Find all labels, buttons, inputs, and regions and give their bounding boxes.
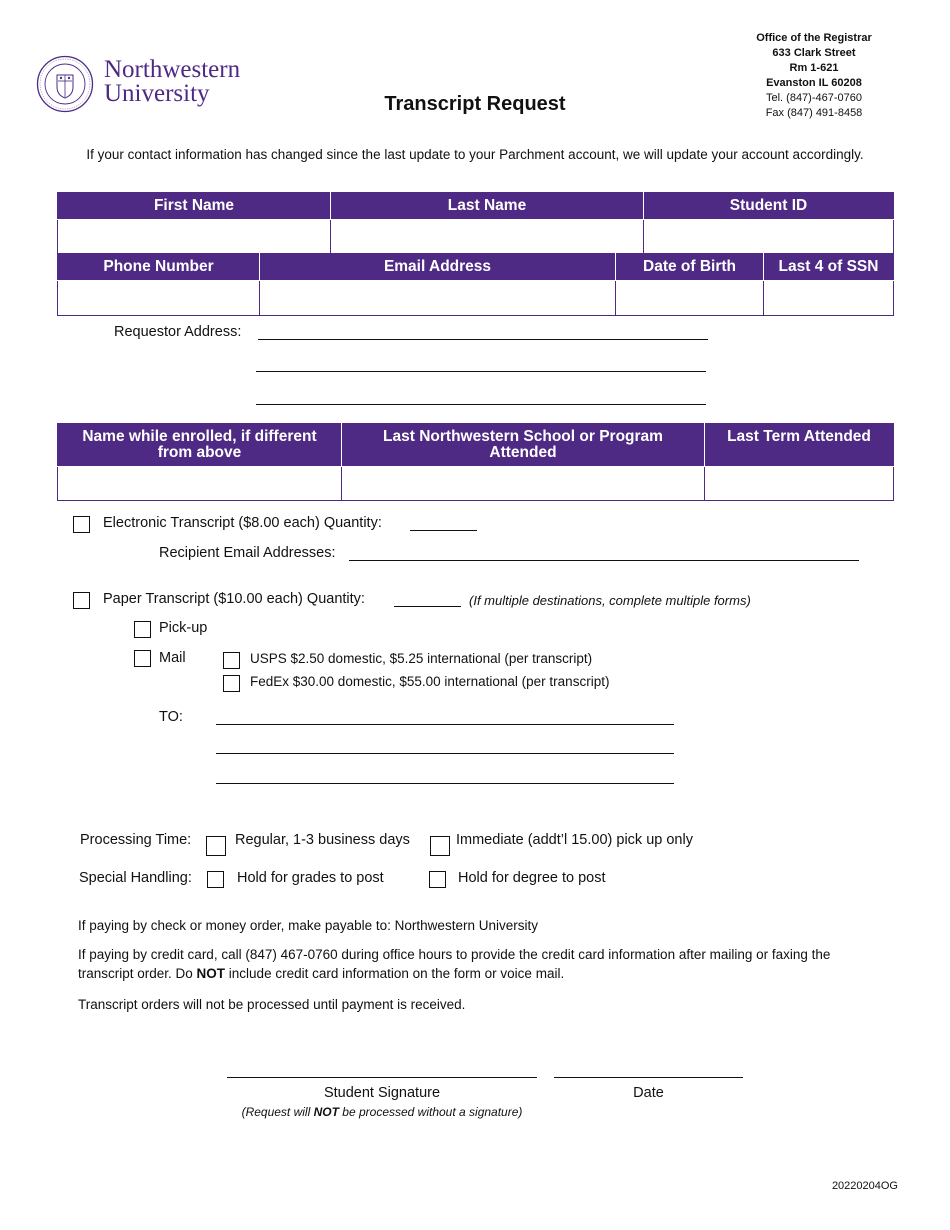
paper-quantity-field[interactable]	[394, 606, 461, 607]
usps-label: USPS $2.50 domestic, $5.25 international (per transcript)	[250, 651, 593, 666]
regular-processing-label: Regular, 1-3 business days	[235, 832, 410, 848]
to-label: TO:	[159, 709, 183, 725]
processing-time-label: Processing Time:	[80, 832, 192, 848]
to-address-line-2[interactable]	[216, 753, 674, 754]
recipient-email-field[interactable]	[349, 560, 859, 561]
contact-info-table	[57, 253, 894, 316]
date-label: Date	[633, 1085, 664, 1101]
credit-card-text-2: include credit card information on the form or voice mail.	[225, 966, 565, 981]
electronic-transcript-label: Electronic Transcript ($8.00 each) Quantity:	[103, 515, 382, 531]
to-address-line-1[interactable]	[216, 724, 674, 725]
date-field[interactable]	[554, 1077, 743, 1078]
last-term-attended-field[interactable]	[705, 467, 894, 501]
hold-grades-checkbox[interactable]	[207, 871, 224, 888]
student-signature-field[interactable]	[227, 1077, 537, 1078]
registrar-tel: Tel. (847)-467-0760	[765, 92, 862, 104]
payment-required-info: Transcript orders will not be processed until payment is received.	[78, 997, 466, 1012]
electronic-transcript-checkbox[interactable]	[73, 516, 90, 533]
student-info-table	[57, 192, 894, 254]
enrollment-info-table	[57, 423, 894, 501]
signature-note	[227, 1105, 537, 1119]
header-date-of-birth: Date of Birth	[616, 254, 764, 281]
signature-note-not: NOT	[313, 1105, 339, 1119]
credit-card-not: NOT	[196, 966, 226, 981]
hold-degree-label: Hold for degree to post	[458, 870, 606, 886]
contact-notice: If your contact information has changed since the last update to your Parchment account, we will update your account accordingly.	[86, 147, 864, 162]
to-address-line-3[interactable]	[216, 783, 674, 784]
pickup-label: Pick-up	[159, 620, 208, 636]
mail-checkbox[interactable]	[134, 650, 151, 667]
credit-card-text-1: If paying by credit card, call (847) 467-0760 during office hours to provide the credit card information after mailing or faxing the transcript order. Do	[78, 947, 831, 981]
email-address-field[interactable]	[260, 281, 616, 316]
university-name-line1: Northwestern	[104, 56, 241, 83]
header-name-while-enrolled: Name while enrolled, if different from above	[58, 424, 342, 467]
check-payment-info: If paying by check or money order, make payable to: Northwestern University	[78, 918, 538, 933]
header-first-name: First Name	[58, 193, 331, 220]
multiple-destinations-note: (If multiple destinations, complete multiple forms)	[469, 593, 751, 608]
phone-number-field[interactable]	[58, 281, 260, 316]
student-id-field[interactable]	[644, 220, 894, 254]
page-title: Transcript Request	[384, 93, 566, 115]
registrar-fax: Fax (847) 491-8458	[765, 107, 863, 119]
recipient-email-label: Recipient Email Addresses:	[159, 545, 336, 561]
requestor-address-line-2[interactable]	[256, 371, 706, 372]
usps-checkbox[interactable]	[223, 652, 240, 669]
university-name-line2: University	[104, 80, 210, 107]
paper-transcript-label: Paper Transcript ($10.00 each) Quantity:	[103, 591, 365, 607]
paper-transcript-checkbox[interactable]	[73, 592, 90, 609]
signature-note-text-1: (Request will	[241, 1105, 314, 1119]
hold-grades-label: Hold for grades to post	[237, 870, 384, 886]
last-school-program-field[interactable]	[342, 467, 705, 501]
requestor-address-line-1[interactable]	[258, 339, 708, 340]
first-name-field[interactable]	[58, 220, 331, 254]
form-code: 20220204OG	[831, 1180, 898, 1192]
fedex-checkbox[interactable]	[223, 675, 240, 692]
name-while-enrolled-field[interactable]	[58, 467, 342, 501]
registrar-street: 633 Clark Street	[772, 47, 856, 59]
student-signature-label: Student Signature	[323, 1085, 441, 1101]
header-email-address: Email Address	[260, 254, 616, 281]
special-handling-label: Special Handling:	[79, 870, 192, 886]
registrar-office: Office of the Registrar	[756, 32, 872, 44]
header-last-term-attended: Last Term Attended	[705, 424, 894, 467]
header-last-name: Last Name	[331, 193, 644, 220]
ssn-last4-field[interactable]	[764, 281, 894, 316]
requestor-address-label: Requestor Address:	[114, 324, 242, 340]
header-student-id: Student ID	[644, 193, 894, 220]
last-name-field[interactable]	[331, 220, 644, 254]
immediate-processing-checkbox[interactable]	[430, 836, 450, 856]
pickup-checkbox[interactable]	[134, 621, 151, 638]
signature-note-text-2: be processed without a signature)	[338, 1105, 523, 1119]
fedex-label: FedEx $30.00 domestic, $55.00 international (per transcript)	[250, 674, 610, 689]
header-last-4-ssn: Last 4 of SSN	[764, 254, 894, 281]
mail-label: Mail	[159, 650, 186, 666]
date-of-birth-field[interactable]	[616, 281, 764, 316]
immediate-processing-label: Immediate (addt’l 15.00) pick up only	[456, 832, 693, 848]
registrar-room: Rm 1-621	[789, 62, 839, 74]
regular-processing-checkbox[interactable]	[206, 836, 226, 856]
electronic-quantity-field[interactable]	[410, 530, 477, 531]
registrar-city: Evanston IL 60208	[766, 77, 862, 89]
header-last-school-program: Last Northwestern School or Program Attended	[342, 424, 705, 467]
hold-degree-checkbox[interactable]	[429, 871, 446, 888]
requestor-address-line-3[interactable]	[256, 404, 706, 405]
header-phone-number: Phone Number	[58, 254, 260, 281]
credit-card-info	[78, 945, 878, 983]
